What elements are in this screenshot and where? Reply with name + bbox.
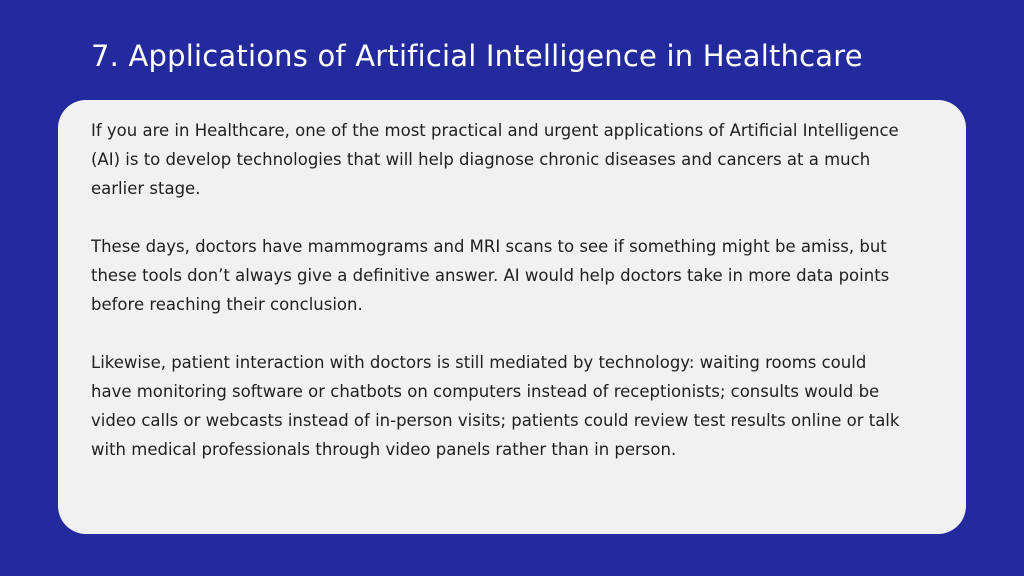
paragraph-patient-interaction: Likewise, patient interaction with doctors is still mediated by technology: waiting rooms could have monitoring software or chatbots on computers instead of receptionists; consults would be video calls or webcasts instead of in-person visits; patients could review test results online or talk with medical professionals through video panels rather than in person. <box>91 353 900 459</box>
slide-title: 7. Applications of Artificial Intelligence in Healthcare <box>91 39 863 73</box>
paragraph-intro: If you are in Healthcare, one of the most practical and urgent applications of Artificial Intelligence (AI) is to develop technologies that will help diagnose chronic diseases and cancers at a much earlier stage. <box>91 121 899 198</box>
paragraph-diagnostics: These days, doctors have mammograms and MRI scans to see if something might be amiss, but these tools don’t always give a definitive answer. AI would help doctors take in more data points before reaching their conclusion. <box>91 237 890 314</box>
content-card <box>58 100 966 534</box>
